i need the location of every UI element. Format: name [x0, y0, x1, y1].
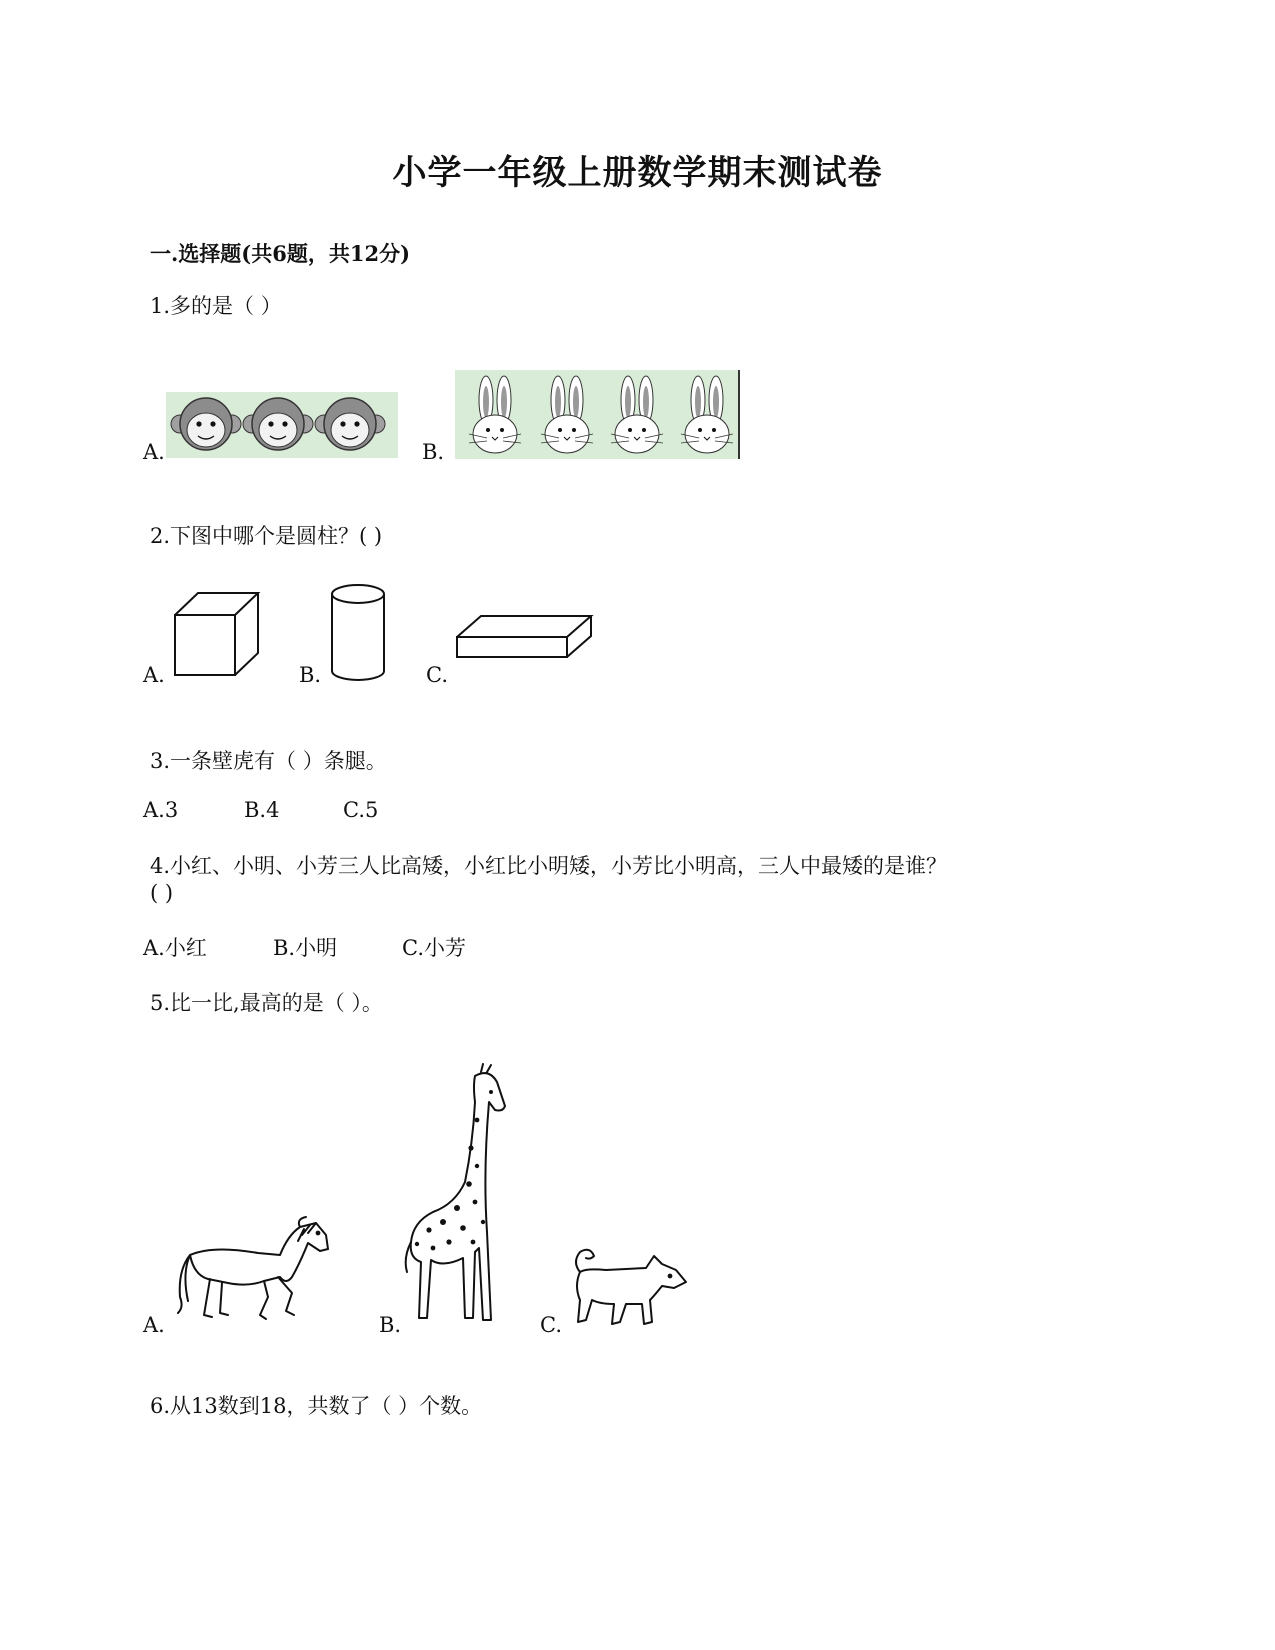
- horse-icon: [168, 1215, 333, 1325]
- question-3-stem: 3.一条壁虎有（ ）条腿。: [150, 749, 387, 773]
- q5-option-c-label: C.: [540, 1313, 562, 1337]
- q3-option-a: A.3: [143, 798, 179, 822]
- page-title: 小学一年级上册数学期末测试卷: [392, 153, 883, 193]
- question-1-stem: 1.多的是（ ）: [150, 294, 282, 318]
- q2-option-a-label: A.: [143, 663, 165, 687]
- q4-option-b: B.小明: [273, 936, 338, 960]
- question-5-stem: 5.比一比,最高的是（ ）。: [150, 991, 383, 1015]
- dog-icon: [566, 1242, 691, 1330]
- q5-option-b-label: B.: [379, 1313, 402, 1337]
- rabbit-faces-image: [455, 370, 741, 459]
- q1-option-b-label: B.: [422, 440, 445, 464]
- cuboid-icon: [455, 613, 595, 661]
- q4-option-c: C.小芳: [402, 936, 466, 960]
- q2-option-c-label: C.: [426, 663, 448, 687]
- question-2-stem: 2.下图中哪个是圆柱？( ): [150, 524, 383, 548]
- section-heading: 一.选择题(共6题，共12分): [150, 241, 411, 266]
- q2-option-b-label: B.: [299, 663, 322, 687]
- question-6-stem: 6.从13数到18，共数了（ ）个数。: [150, 1394, 483, 1418]
- q1-option-a-label: A.: [143, 440, 165, 464]
- q3-option-b: B.4: [244, 798, 280, 822]
- cylinder-icon: [330, 583, 390, 683]
- q5-option-a-label: A.: [143, 1313, 165, 1337]
- q4-option-a: A.小红: [143, 936, 207, 960]
- giraffe-icon: [403, 1062, 513, 1327]
- monkey-faces-image: [166, 392, 398, 458]
- cube-icon: [172, 590, 262, 680]
- question-4-stem: 4.小红、小明、小芳三人比高矮，小红比小明矮，小芳比小明高，三人中最矮的是谁？: [150, 854, 948, 878]
- q3-option-c: C.5: [343, 798, 379, 822]
- question-4-stem-line2: ( ): [150, 881, 174, 905]
